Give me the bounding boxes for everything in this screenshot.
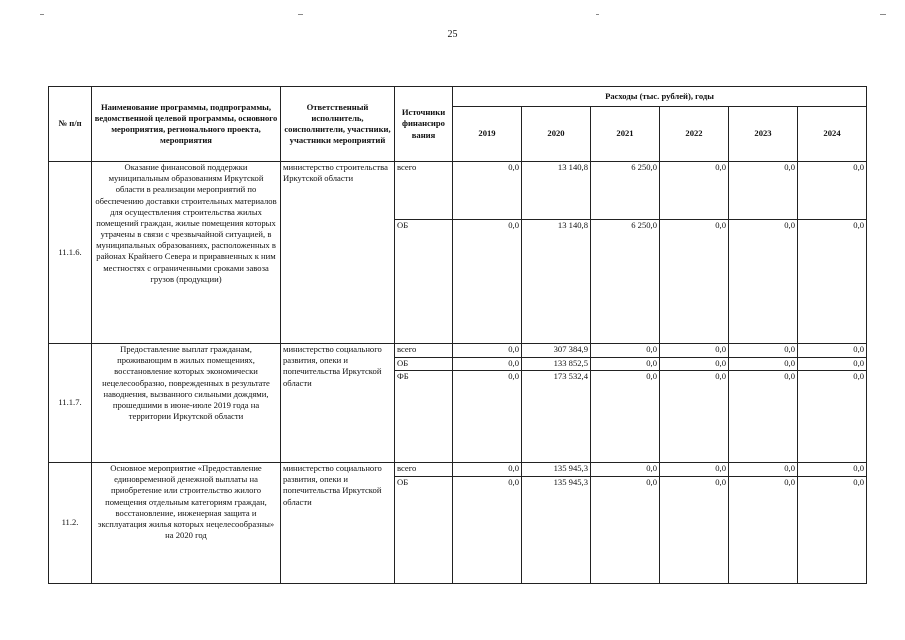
row-number: 11.1.6. xyxy=(49,162,92,344)
row-source: всего xyxy=(395,344,453,358)
value-cell: 0,0 xyxy=(591,358,660,371)
scan-speck xyxy=(880,14,886,15)
table-row xyxy=(49,463,867,477)
value-cell: 0,0 xyxy=(729,371,798,463)
row-name: Основное мероприятие «Предоставление единовременной денежной выплаты на приобретение или строительство жилого помещения отдельным категориям граждан, восстановление, инженерная защита и эксплуатация жилья которых нецелесообразны» на 2020 год xyxy=(92,463,281,584)
scan-speck xyxy=(40,14,44,15)
value-cell: 0,0 xyxy=(591,477,660,584)
row-name: Оказание финансовой поддержки муниципальным образованиям Иркутской области в реализации мероприятий по обеспечению доставки строительных материалов для осуществления строительства жилых помещений граждан, жилые помещения которых утрачены в связи с чрезвычайной ситуацией, в муниципальных образованиях, расположенных в районах Крайнего Севера и приравненных к ним местностях с ограниченными сроками завоза грузов (продукции) xyxy=(92,162,281,344)
header-costs: Расходы (тыс. рублей), годы xyxy=(453,87,867,107)
value-cell: 0,0 xyxy=(729,344,798,358)
budget-table xyxy=(48,86,867,584)
header-sources: Источники финансиро вания xyxy=(395,87,453,162)
value-cell: 0,0 xyxy=(798,358,867,371)
value-cell: 0,0 xyxy=(729,358,798,371)
value-cell: 0,0 xyxy=(729,162,798,220)
header-year: 2022 xyxy=(660,107,729,162)
value-cell: 307 384,9 xyxy=(522,344,591,358)
value-cell: 0,0 xyxy=(729,220,798,344)
row-name: Предоставление выплат гражданам, проживающим в жилых помещениях, восстановление которых экономически нецелесообразно, поврежденных в результате наводнения, вызванного сильными дождями, прошедшими в июне-июле 2019 года на территории Иркутской области xyxy=(92,344,281,463)
scan-speck xyxy=(298,14,303,15)
value-cell: 0,0 xyxy=(453,463,522,477)
value-cell: 133 852,5 xyxy=(522,358,591,371)
value-cell: 0,0 xyxy=(453,477,522,584)
row-responsible: министерство строительства Иркутской области xyxy=(281,162,395,344)
value-cell: 135 945,3 xyxy=(522,463,591,477)
row-source: ОБ xyxy=(395,358,453,371)
scan-speck xyxy=(596,14,599,15)
table-row xyxy=(49,344,867,358)
value-cell: 0,0 xyxy=(660,358,729,371)
value-cell: 0,0 xyxy=(453,162,522,220)
value-cell: 0,0 xyxy=(453,220,522,344)
value-cell: 0,0 xyxy=(453,358,522,371)
value-cell: 13 140,8 xyxy=(522,220,591,344)
value-cell: 0,0 xyxy=(729,477,798,584)
value-cell: 0,0 xyxy=(798,162,867,220)
row-number: 11.1.7. xyxy=(49,344,92,463)
value-cell: 6 250,0 xyxy=(591,220,660,344)
value-cell: 0,0 xyxy=(798,463,867,477)
row-source: ОБ xyxy=(395,477,453,584)
value-cell: 0,0 xyxy=(453,371,522,463)
value-cell: 0,0 xyxy=(591,463,660,477)
value-cell: 0,0 xyxy=(798,371,867,463)
value-cell: 0,0 xyxy=(453,344,522,358)
header-program-name: Наименование программы, подпрограммы, ведомственной целевой программы, основного мероприятия, регионального проекта, мероприятия xyxy=(92,87,281,162)
value-cell: 0,0 xyxy=(660,344,729,358)
value-cell: 0,0 xyxy=(798,477,867,584)
value-cell: 13 140,8 xyxy=(522,162,591,220)
value-cell: 0,0 xyxy=(660,162,729,220)
row-responsible: министерство социального развития, опеки и попечительства Иркутской области xyxy=(281,344,395,463)
value-cell: 0,0 xyxy=(798,344,867,358)
value-cell: 173 532,4 xyxy=(522,371,591,463)
row-source: ОБ xyxy=(395,220,453,344)
value-cell: 0,0 xyxy=(798,220,867,344)
table-row xyxy=(49,162,867,220)
row-source: всего xyxy=(395,162,453,220)
row-source: всего xyxy=(395,463,453,477)
header-year: 2024 xyxy=(798,107,867,162)
header-responsible: Ответственный исполнитель, соисполнители, участники, участники мероприятий xyxy=(281,87,395,162)
header-number: № п/п xyxy=(49,87,92,162)
header-year: 2023 xyxy=(729,107,798,162)
value-cell: 0,0 xyxy=(660,371,729,463)
row-number: 11.2. xyxy=(49,463,92,584)
row-responsible: министерство социального развития, опеки и попечительства Иркутской области xyxy=(281,463,395,584)
value-cell: 6 250,0 xyxy=(591,162,660,220)
header-year: 2020 xyxy=(522,107,591,162)
header-year: 2019 xyxy=(453,107,522,162)
value-cell: 0,0 xyxy=(591,344,660,358)
value-cell: 0,0 xyxy=(729,463,798,477)
header-year: 2021 xyxy=(591,107,660,162)
value-cell: 0,0 xyxy=(660,463,729,477)
value-cell: 0,0 xyxy=(591,371,660,463)
value-cell: 135 945,3 xyxy=(522,477,591,584)
row-source: ФБ xyxy=(395,371,453,463)
value-cell: 0,0 xyxy=(660,477,729,584)
value-cell: 0,0 xyxy=(660,220,729,344)
page-number: 25 xyxy=(447,29,458,40)
